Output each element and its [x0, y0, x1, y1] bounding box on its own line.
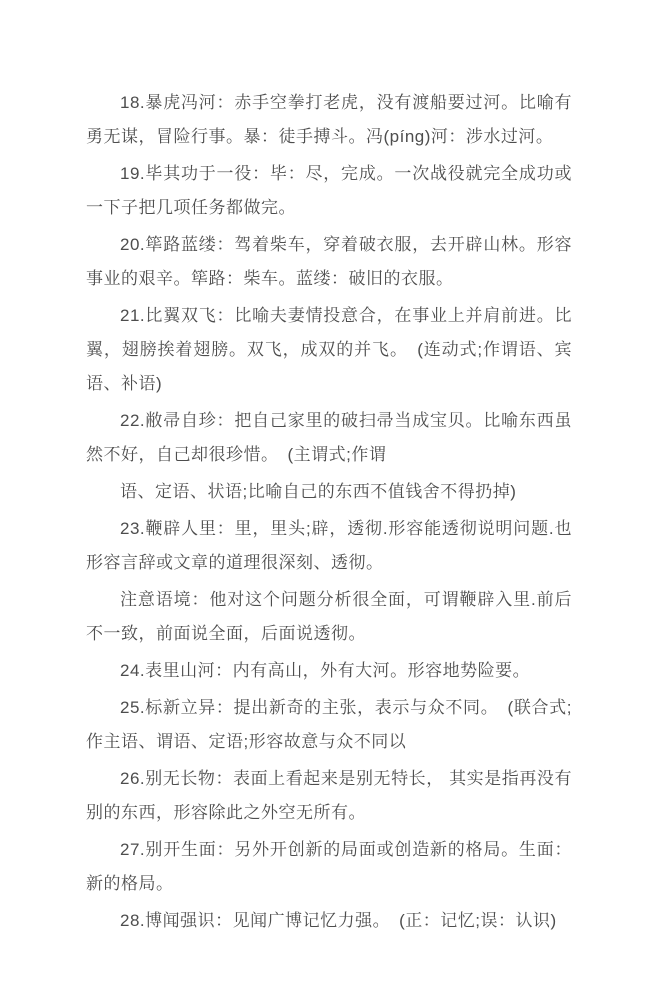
idiom-entry-19: 19.毕其功于一役：毕：尽，完成。一次战役就完全成功或一下子把几项任务都做完。	[86, 164, 572, 217]
idiom-entry-26: 26.别无长物：表面上看起来是别无特长， 其实是指再没有别的东西，形容除此之外空无所有。	[86, 769, 572, 822]
idiom-entry-23-note: 注意语境：他对这个问题分析很全面，可谓鞭辟入里.前后不一致，前面说全面，后面说透彻。	[86, 590, 572, 643]
idiom-entry-24: 24.表里山河：内有高山，外有大河。形容地势险要。	[120, 661, 531, 680]
idiom-entry-22-cont: 语、定语、状语;比喻自己的东西不值钱舍不得扔掉)	[120, 482, 517, 501]
idiom-entry-18: 18.暴虎冯河：赤手空拳打老虎，没有渡船要过河。比喻有勇无谋，冒险行事。暴：徒手搏斗。冯(píng)河：涉水过河。	[86, 93, 572, 146]
idiom-entry-28: 28.博闻强识：见闻广博记忆力强。 (正：记忆;误：认识)	[120, 911, 557, 930]
idiom-entry-22: 22.敝帚自珍：把自己家里的破扫帚当成宝贝。比喻东西虽然不好，自己却很珍惜。 (主谓式;作谓	[86, 411, 572, 464]
idiom-entry-21: 21.比翼双飞：比喻夫妻情投意合，在事业上并肩前进。比翼，翅膀挨着翅膀。双飞，成双的并飞。 (连动式;作谓语、宾语、补语)	[86, 306, 572, 393]
idiom-entry-27: 27.别开生面：另外开创新的局面或创造新的格局。生面：新的格局。	[86, 840, 572, 893]
idiom-entry-20: 20.筚路蓝缕：驾着柴车，穿着破衣服，去开辟山林。形容事业的艰辛。筚路：柴车。蓝缕：破旧的衣服。	[86, 235, 572, 288]
idiom-entry-23: 23.鞭辟人里：里，里头;辟，透彻.形容能透彻说明问题.也形容言辞或文章的道理很深刻、透彻。	[86, 519, 572, 572]
idiom-entry-25: 25.标新立异：提出新奇的主张，表示与众不同。 (联合式;作主语、谓语、定语;形容故意与众不同以	[86, 698, 572, 751]
